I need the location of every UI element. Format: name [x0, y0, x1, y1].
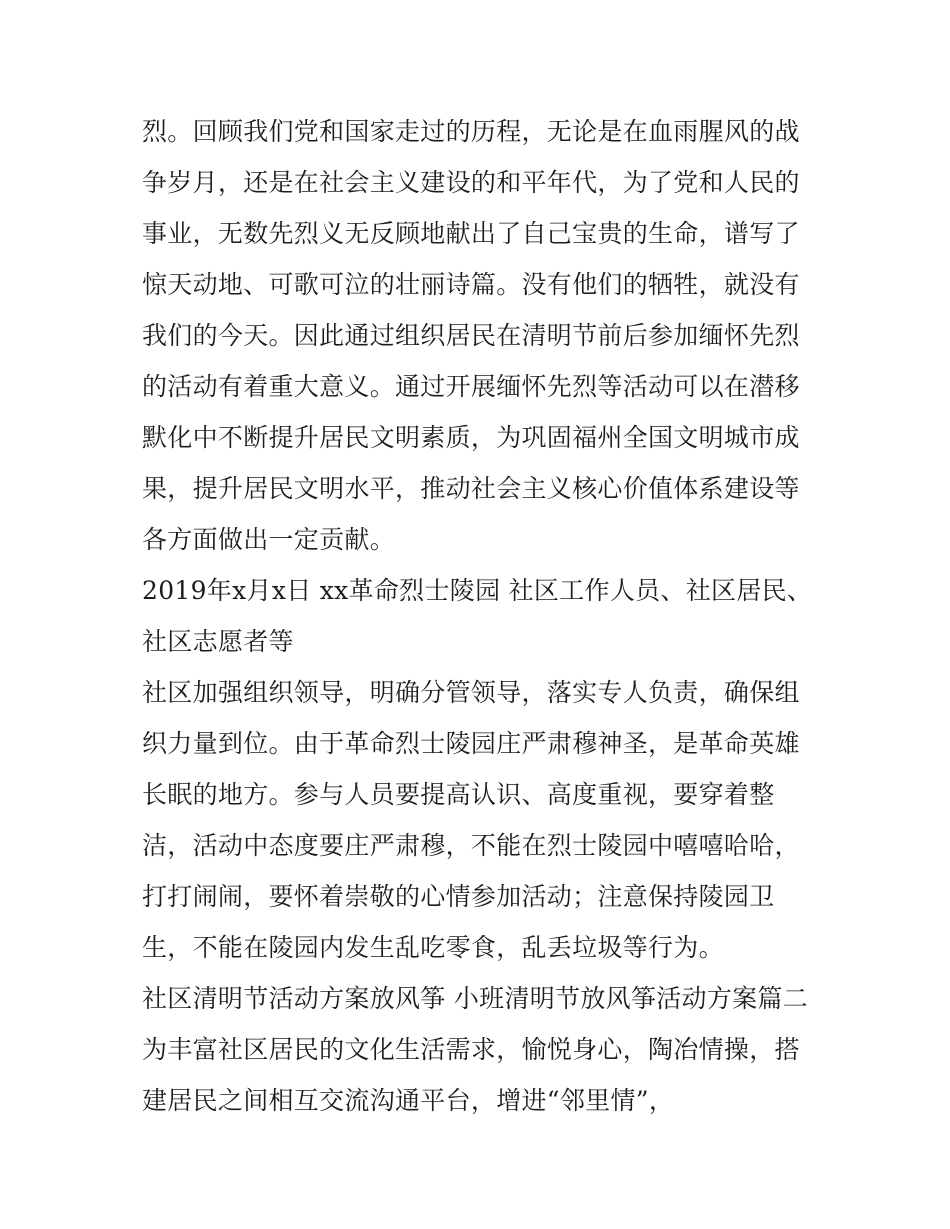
document-body — [142, 106, 822, 1126]
paragraph-commemoration-significance: 烈。回顾我们党和国家走过的历程，无论是在血雨腥风的战争岁月，还是在社会主义建设的和平年代，为了党和人民的事业，无数先烈义无反顾地献出了自己宝贵的生命，谱写了惊天动地、可歌可泣的壮丽诗篇。没有他们的牺牲，就没有我们的今天。因此通过组织居民在清明节前后参加缅怀先烈的活动有着重大意义。通过开展缅怀先烈等活动可以在潜移默化中不断提升居民文明素质，为巩固福州全国文明城市成果，提升居民文明水平，推动社会主义核心价值体系建设等各方面做出一定贡献。 — [142, 117, 800, 554]
paragraph-activity-time-place-participants: 2019年x月x日 xx革命烈士陵园 社区工作人员、社区居民、社区志愿者等 — [142, 576, 813, 656]
paragraph-section-heading: 社区清明节活动方案放风筝 小班清明节放风筝活动方案篇二 — [142, 984, 809, 1013]
paragraph-kite-activity-intro: 为丰富社区居民的文化生活需求，愉悦身心，陶冶情操，搭建居民之间相互交流沟通平台，增进“邻里情”， — [142, 1035, 800, 1115]
paragraph-organization-requirements: 社区加强组织领导，明确分管领导，落实专人负责，确保组织力量到位。由于革命烈士陵园庄严肃穆神圣，是革命英雄长眠的地方。参与人员要提高认识、高度重视，要穿着整洁，活动中态度要庄严肃穆，不能在烈士陵园中嘻嘻哈哈，打打闹闹，要怀着崇敬的心情参加活动；注意保持陵园卫生，不能在陵园内发生乱吃零食，乱丢垃圾等行为。 — [142, 678, 800, 962]
